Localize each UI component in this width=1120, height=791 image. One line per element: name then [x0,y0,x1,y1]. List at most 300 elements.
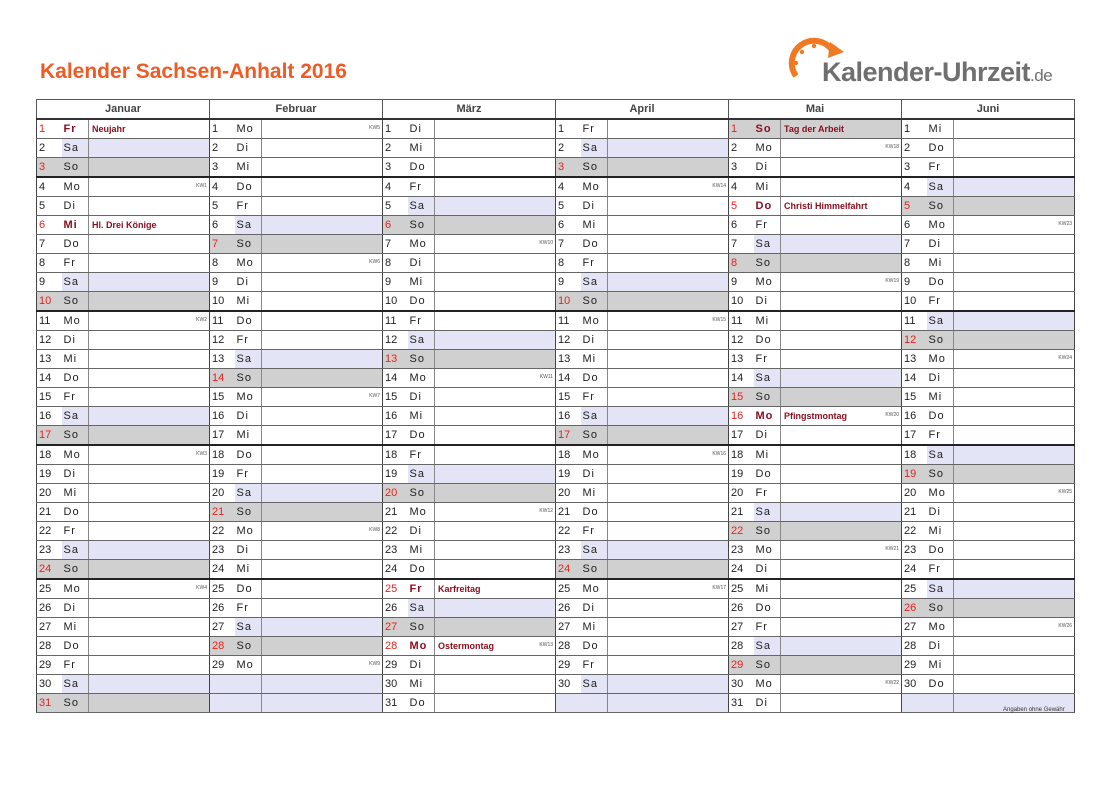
weekday: Do [581,369,608,388]
weekday: Sa [927,177,954,197]
day-number: 9 [729,273,754,292]
weekday: Sa [927,579,954,599]
weekday: So [62,292,89,312]
day-note [608,656,729,675]
weekday: So [754,522,781,541]
weekday: Mi [754,311,781,331]
weekday: Do [927,541,954,560]
weekday: Di [927,369,954,388]
day-note [262,119,383,139]
day-note [89,484,210,503]
day-note [608,445,729,465]
week-number: KW9 [369,661,381,667]
day-number: 5 [729,197,754,216]
weekday: Mo [927,350,954,369]
weekday: Sa [408,599,435,618]
day-number: 4 [37,177,62,197]
page-title: Kalender Sachsen-Anhalt 2016 [40,60,347,83]
day-number: 9 [383,273,408,292]
day-note [954,235,1075,254]
weekday: Di [62,331,89,350]
weekday: Do [754,465,781,484]
day-number: 21 [383,503,408,522]
day-number: 24 [210,560,235,580]
holiday-label: Pfingstmontag [784,411,848,421]
day-number: 6 [556,216,581,235]
day-note [89,350,210,369]
day-number: 11 [729,311,754,331]
day-note [781,273,902,292]
day-note [954,119,1075,139]
day-number: 29 [37,656,62,675]
day-note [954,503,1075,522]
weekday: Sa [235,350,262,369]
day-number: 13 [902,350,927,369]
weekday: Fr [62,522,89,541]
day-number: 16 [37,407,62,426]
month-header-row [37,100,1075,120]
day-number: 25 [383,579,408,599]
weekday: Di [235,273,262,292]
day-note [608,522,729,541]
day-note [435,445,556,465]
day-note [781,216,902,235]
day-number: 14 [210,369,235,388]
week-number: KW16 [712,451,727,457]
day-note [781,465,902,484]
day-note [89,579,210,599]
weekday: Fr [581,254,608,273]
day-row [37,311,1075,331]
weekday: Di [235,541,262,560]
disclaimer: Angaben ohne Gewähr [1003,707,1065,713]
day-note [435,311,556,331]
day-number: 31 [37,694,62,713]
day-number: 4 [556,177,581,197]
day-number: 28 [383,637,408,656]
day-number: 20 [37,484,62,503]
day-note [954,177,1075,197]
weekday: Di [927,503,954,522]
day-number: 30 [729,675,754,694]
day-number: 27 [556,618,581,637]
day-number: 2 [729,139,754,158]
weekday: So [581,560,608,580]
weekday: Do [927,273,954,292]
day-note [954,484,1075,503]
day-number: 28 [37,637,62,656]
day-note [954,158,1075,178]
day-number: 13 [556,350,581,369]
day-note [89,426,210,446]
weekday: Fr [62,119,89,139]
weekday: Mo [581,311,608,331]
day-number: 30 [556,675,581,694]
day-note [435,158,556,178]
day-number: 14 [556,369,581,388]
day-number: 27 [729,618,754,637]
day-number: 11 [210,311,235,331]
day-note [781,158,902,178]
day-number: 10 [556,292,581,312]
week-number: KW26 [1058,623,1073,629]
weekday: So [235,503,262,522]
day-note [435,177,556,197]
day-note [954,292,1075,312]
day-note [262,254,383,273]
day-number: 22 [902,522,927,541]
day-note [89,637,210,656]
day-note [89,503,210,522]
day-note [781,388,902,407]
weekday: Do [408,694,435,713]
day-note [781,560,902,580]
day-number: 8 [556,254,581,273]
day-number: 15 [37,388,62,407]
day-number: 19 [383,465,408,484]
weekday [927,694,954,713]
weekday: Do [235,177,262,197]
day-number: 12 [556,331,581,350]
day-note [435,139,556,158]
day-number: 9 [37,273,62,292]
weekday: So [62,560,89,580]
day-number: 25 [37,579,62,599]
weekday: Di [581,465,608,484]
day-note [608,426,729,446]
day-note [435,292,556,312]
month-header: Februar [210,100,383,120]
day-note [435,197,556,216]
weekday: Mo [927,618,954,637]
weekday: Mi [581,484,608,503]
day-note [954,541,1075,560]
weekday: Sa [62,139,89,158]
weekday: So [581,292,608,312]
weekday: Fr [408,445,435,465]
brand-logo[interactable] [788,36,1078,92]
month-header: Mai [729,100,902,120]
weekday: Do [235,579,262,599]
weekday: Mi [408,541,435,560]
day-number: 30 [37,675,62,694]
day-note [262,292,383,312]
day-number: 2 [902,139,927,158]
day-number: 29 [210,656,235,675]
day-note [262,560,383,580]
day-row [37,216,1075,235]
day-note [954,656,1075,675]
day-note [89,656,210,675]
weekday: Mo [581,579,608,599]
day-note [435,560,556,580]
week-number: KW25 [1058,489,1073,495]
day-number: 3 [556,158,581,178]
day-number: 8 [902,254,927,273]
day-number: 8 [729,254,754,273]
weekday: Mo [927,484,954,503]
day-note [89,197,210,216]
weekday: So [754,388,781,407]
day-note [954,369,1075,388]
day-note [608,465,729,484]
week-number: KW12 [539,508,554,514]
day-note [954,445,1075,465]
week-number: KW7 [369,393,381,399]
weekday: Fr [754,350,781,369]
day-number: 1 [210,119,235,139]
day-note [435,579,556,599]
day-note [435,465,556,484]
day-number: 16 [729,407,754,426]
day-note [608,541,729,560]
day-number: 8 [383,254,408,273]
weekday: Mo [754,273,781,292]
day-row [37,465,1075,484]
weekday: Do [581,637,608,656]
day-note [435,522,556,541]
day-note [89,407,210,426]
day-number: 6 [383,216,408,235]
weekday: Mo [235,119,262,139]
weekday: Sa [927,311,954,331]
weekday: Di [927,637,954,656]
week-number: KW18 [885,144,900,150]
day-number: 23 [210,541,235,560]
day-note [262,675,383,694]
day-number: 20 [556,484,581,503]
week-number: KW17 [712,585,727,591]
day-number: 24 [729,560,754,580]
weekday: Fr [581,522,608,541]
day-number: 26 [383,599,408,618]
weekday: So [235,235,262,254]
day-row [37,541,1075,560]
day-number: 21 [210,503,235,522]
day-number: 21 [37,503,62,522]
day-number: 6 [902,216,927,235]
day-note [954,560,1075,580]
weekday: So [754,656,781,675]
week-number: KW24 [1058,355,1073,361]
weekday: Mi [927,522,954,541]
weekday: Do [408,292,435,312]
week-number: KW5 [369,125,381,131]
day-number: 10 [210,292,235,312]
day-number: 7 [37,235,62,254]
day-number: 24 [556,560,581,580]
day-number: 9 [210,273,235,292]
weekday: So [408,484,435,503]
weekday: Mi [235,426,262,446]
day-number: 15 [383,388,408,407]
weekday: Fr [235,599,262,618]
day-note [435,273,556,292]
weekday: Fr [927,158,954,178]
weekday: Di [754,292,781,312]
day-note [781,675,902,694]
day-note [781,503,902,522]
day-number: 5 [210,197,235,216]
weekday: Mo [754,675,781,694]
day-note [781,656,902,675]
weekday: Fr [927,426,954,446]
day-number: 3 [37,158,62,178]
day-note [608,197,729,216]
day-note [435,331,556,350]
day-note [781,618,902,637]
day-note [608,637,729,656]
day-note [262,503,383,522]
day-note [262,388,383,407]
day-row [37,522,1075,541]
day-note [262,311,383,331]
weekday: Do [62,503,89,522]
day-number: 7 [556,235,581,254]
weekday: So [927,465,954,484]
day-number: 16 [210,407,235,426]
day-row [37,235,1075,254]
weekday: Mi [754,579,781,599]
weekday: So [581,426,608,446]
day-note [608,216,729,235]
weekday: So [62,694,89,713]
holiday-label: Tag der Arbeit [784,124,845,134]
day-note [262,579,383,599]
weekday: So [408,350,435,369]
day-note [781,694,902,713]
day-note [262,331,383,350]
day-note [608,579,729,599]
weekday: So [754,254,781,273]
day-note [781,426,902,446]
weekday: Sa [62,273,89,292]
day-number: 29 [556,656,581,675]
weekday: Mo [235,388,262,407]
day-number: 13 [37,350,62,369]
weekday: Fr [235,197,262,216]
day-note [435,599,556,618]
day-number: 25 [902,579,927,599]
weekday: Fr [408,177,435,197]
day-note [781,311,902,331]
week-number: KW4 [196,585,207,591]
day-note [781,522,902,541]
day-note [435,503,556,522]
day-number: 20 [210,484,235,503]
day-number: 1 [383,119,408,139]
day-number: 27 [383,618,408,637]
weekday: Do [754,331,781,350]
weekday: Fr [754,484,781,503]
weekday: Do [62,637,89,656]
day-number: 15 [729,388,754,407]
day-note [954,311,1075,331]
day-note [954,350,1075,369]
day-note [781,139,902,158]
day-note [954,522,1075,541]
week-number: KW6 [369,259,381,265]
day-number: 30 [383,675,408,694]
day-note [954,197,1075,216]
weekday: Mi [408,139,435,158]
weekday: Do [235,311,262,331]
week-number: KW11 [539,374,554,380]
day-number: 27 [37,618,62,637]
day-note [608,311,729,331]
weekday: Mi [235,158,262,178]
day-note [608,235,729,254]
weekday: Sa [62,407,89,426]
day-row [37,656,1075,675]
weekday: Mo [408,637,435,656]
weekday: Sa [235,216,262,235]
day-number: 17 [37,426,62,446]
day-note [262,369,383,388]
day-number: 22 [383,522,408,541]
day-number: 2 [383,139,408,158]
day-number: 22 [729,522,754,541]
logo-tld: .de [1030,66,1053,85]
day-note [435,484,556,503]
day-note [89,560,210,580]
day-note [781,541,902,560]
day-note [435,216,556,235]
day-note [435,637,556,656]
weekday: Sa [927,445,954,465]
day-note [435,656,556,675]
day-number: 9 [556,273,581,292]
day-number: 22 [37,522,62,541]
week-number: KW10 [539,240,554,246]
day-number: 8 [210,254,235,273]
weekday: Mi [754,177,781,197]
day-row [37,197,1075,216]
day-number: 29 [383,656,408,675]
day-note [262,465,383,484]
weekday: Fr [754,216,781,235]
week-number: KW23 [1058,221,1073,227]
day-number: 30 [902,675,927,694]
day-number: 4 [383,177,408,197]
weekday: Mo [581,445,608,465]
day-note [262,656,383,675]
logo-text [822,57,1052,88]
day-note [89,465,210,484]
day-note [262,273,383,292]
day-number: 24 [37,560,62,580]
weekday: Mi [927,656,954,675]
day-note [262,426,383,446]
day-number: 19 [729,465,754,484]
weekday: Sa [408,197,435,216]
day-number: 24 [902,560,927,580]
day-note [89,292,210,312]
weekday: Fr [581,119,608,139]
weekday: Sa [754,637,781,656]
day-note [954,273,1075,292]
weekday: So [927,197,954,216]
day-note [262,235,383,254]
weekday: Mi [581,216,608,235]
day-note [89,694,210,713]
day-number: 10 [902,292,927,312]
weekday: Di [754,694,781,713]
day-note [435,254,556,273]
day-note [608,119,729,139]
day-note [262,350,383,369]
day-number: 3 [902,158,927,178]
